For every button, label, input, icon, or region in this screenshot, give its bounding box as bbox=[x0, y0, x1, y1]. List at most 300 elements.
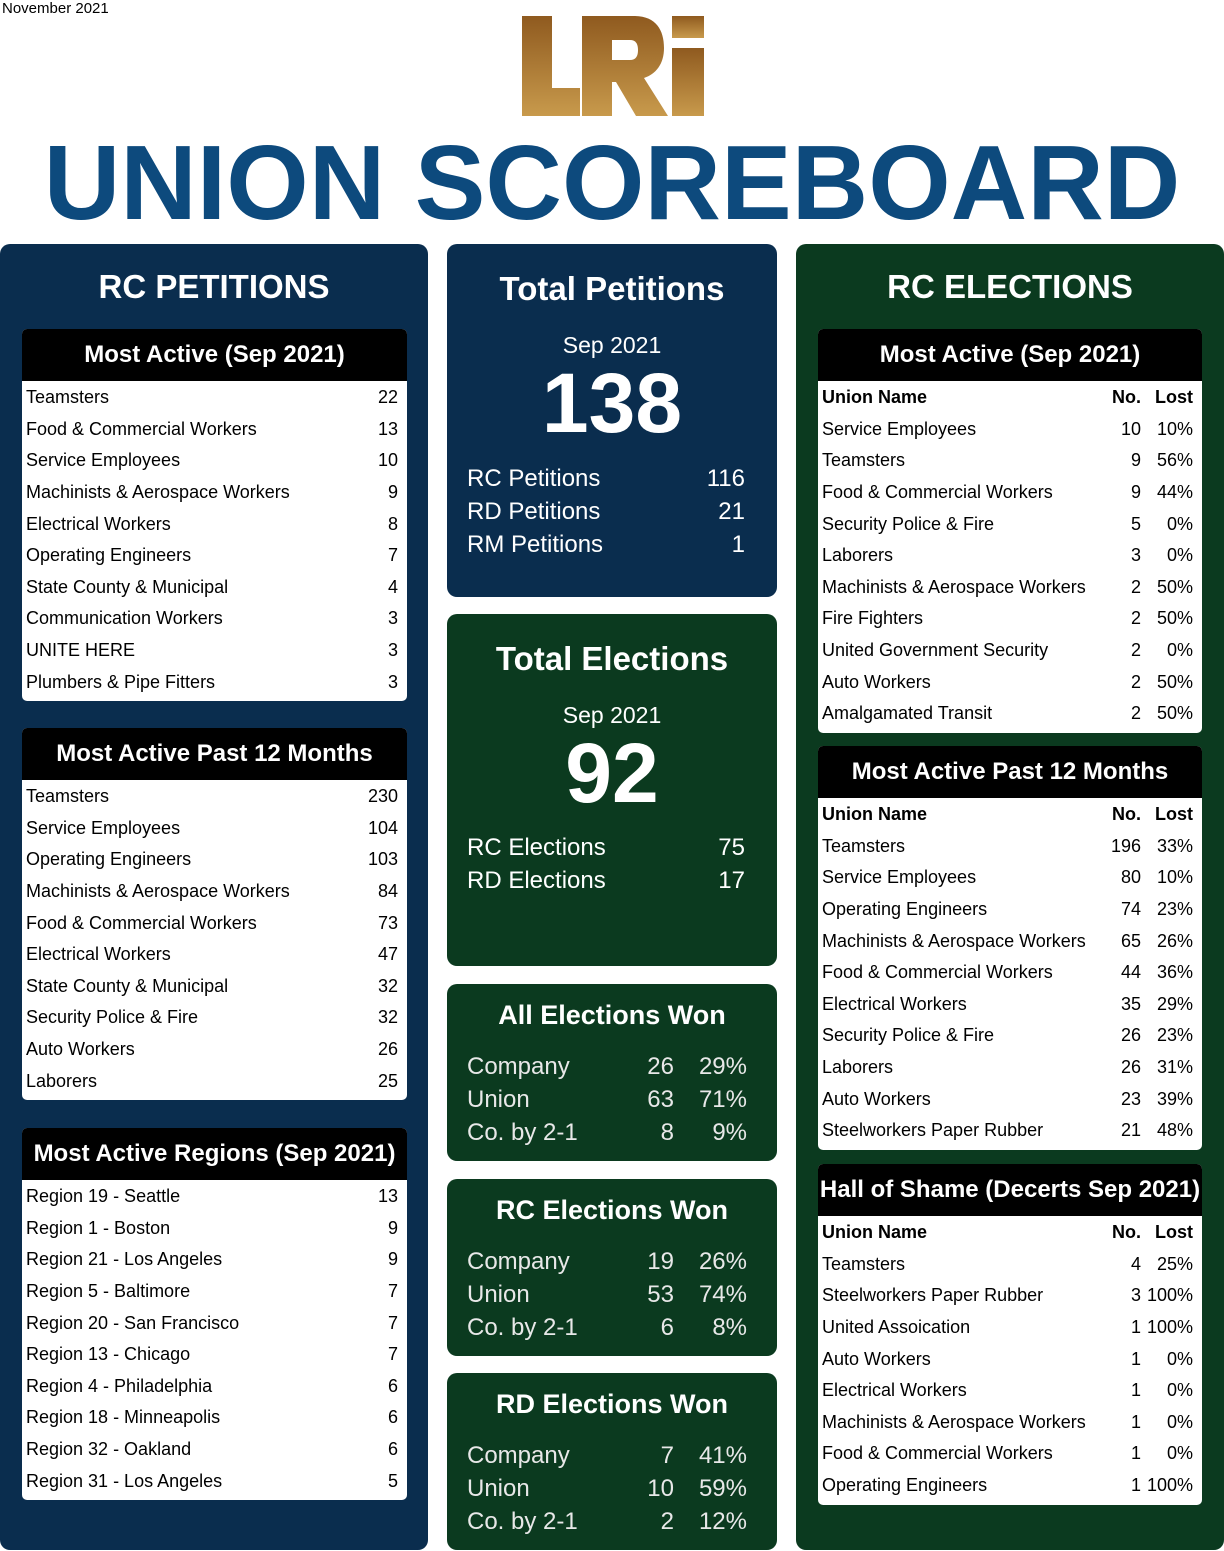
table-row bbox=[818, 1343, 1202, 1375]
table-row bbox=[818, 1438, 1202, 1470]
row-name: Auto Workers bbox=[26, 1039, 135, 1060]
won-percent: 71% bbox=[698, 1085, 747, 1113]
won-row bbox=[467, 1439, 747, 1472]
petitions-regions-table bbox=[22, 1128, 407, 1500]
table-row bbox=[22, 781, 407, 813]
table-row bbox=[818, 1083, 1202, 1115]
row-lost: 100% bbox=[1146, 1475, 1193, 1496]
won-row bbox=[467, 1278, 747, 1311]
table-row bbox=[22, 1034, 407, 1066]
election-type-label: RD Elections bbox=[467, 866, 606, 894]
won-count: 7 bbox=[660, 1441, 674, 1469]
row-name: Teamsters bbox=[822, 1253, 906, 1274]
election-type-value: 17 bbox=[718, 866, 745, 894]
won-label: Company bbox=[467, 1247, 570, 1275]
table-row bbox=[22, 572, 407, 604]
row-no: 44 bbox=[1120, 962, 1141, 983]
row-name: Region 13 - Chicago bbox=[26, 1344, 191, 1365]
table-header-row bbox=[818, 382, 1202, 414]
row-value: 104 bbox=[367, 817, 398, 838]
table-row bbox=[818, 894, 1202, 926]
rc-petitions-title: RC PETITIONS bbox=[98, 268, 330, 305]
row-lost: 0% bbox=[1166, 1348, 1193, 1369]
row-value: 6 bbox=[387, 1439, 398, 1460]
table-body bbox=[818, 798, 1202, 1147]
row-no: 2 bbox=[1130, 576, 1141, 597]
election-type-value: 75 bbox=[718, 833, 745, 861]
col-lost: Lost bbox=[1155, 1222, 1193, 1243]
rc-elections-won-card bbox=[447, 1179, 777, 1356]
row-name: Teamsters bbox=[26, 786, 110, 807]
petition-type-label: RM Petitions bbox=[467, 530, 604, 558]
petition-type-value: 116 bbox=[706, 464, 745, 492]
row-name: Operating Engineers bbox=[26, 545, 192, 566]
total-elections-card bbox=[447, 614, 777, 966]
row-name: Electrical Workers bbox=[822, 993, 967, 1014]
table-row bbox=[818, 572, 1202, 604]
row-no: 1 bbox=[1130, 1380, 1141, 1401]
table-row bbox=[22, 1402, 407, 1434]
row-name: Service Employees bbox=[26, 450, 181, 471]
row-no: 1 bbox=[1130, 1317, 1141, 1338]
row-name: Machinists & Aerospace Workers bbox=[26, 881, 290, 902]
row-name: Teamsters bbox=[822, 450, 906, 471]
election-type-row bbox=[467, 864, 745, 897]
row-name: Teamsters bbox=[822, 835, 906, 856]
row-no: 26 bbox=[1120, 1057, 1141, 1078]
table-body bbox=[818, 1216, 1202, 1501]
row-name: Machinists & Aerospace Workers bbox=[822, 1411, 1086, 1432]
table-row bbox=[22, 1307, 407, 1339]
row-value: 103 bbox=[367, 849, 398, 870]
row-name: Machinists & Aerospace Workers bbox=[26, 482, 290, 503]
elections-most-active-table bbox=[818, 329, 1202, 733]
table-title: Hall of Shame (Decerts Sep 2021) bbox=[818, 1164, 1202, 1216]
table-row bbox=[818, 925, 1202, 957]
row-name: Amalgamated Transit bbox=[822, 703, 993, 724]
row-lost: 10% bbox=[1156, 867, 1193, 888]
table-body bbox=[818, 381, 1202, 730]
table-row bbox=[818, 1407, 1202, 1439]
row-lost: 0% bbox=[1166, 1380, 1193, 1401]
election-type-row bbox=[467, 831, 745, 864]
col-union-name: Union Name bbox=[822, 387, 928, 408]
col-union-name: Union Name bbox=[822, 804, 928, 825]
row-value: 4 bbox=[387, 576, 398, 597]
row-lost: 23% bbox=[1156, 899, 1193, 920]
row-lost: 0% bbox=[1166, 545, 1193, 566]
table-row bbox=[22, 939, 407, 971]
row-name: Electrical Workers bbox=[822, 1380, 967, 1401]
row-value: 32 bbox=[377, 1007, 398, 1028]
table-row bbox=[22, 666, 407, 698]
table-row bbox=[818, 635, 1202, 667]
row-no: 35 bbox=[1120, 993, 1141, 1014]
won-label: Company bbox=[467, 1441, 570, 1469]
row-value: 3 bbox=[387, 671, 398, 692]
row-name: United Assoication bbox=[822, 1317, 971, 1338]
won-percent: 59% bbox=[698, 1474, 747, 1502]
lri-logo bbox=[522, 16, 704, 116]
row-name: Laborers bbox=[26, 1070, 98, 1091]
row-value: 47 bbox=[377, 944, 398, 965]
table-row bbox=[22, 603, 407, 635]
total-petitions-card bbox=[447, 244, 777, 597]
won-count: 26 bbox=[647, 1052, 674, 1080]
table-row bbox=[818, 414, 1202, 446]
row-value: 9 bbox=[387, 1249, 398, 1270]
row-lost: 23% bbox=[1156, 1025, 1193, 1046]
won-card-title: All Elections Won bbox=[498, 1000, 726, 1030]
table-title: Most Active (Sep 2021) bbox=[22, 329, 407, 381]
col-union-name: Union Name bbox=[822, 1222, 928, 1243]
row-name: Service Employees bbox=[822, 867, 977, 888]
row-value: 32 bbox=[377, 975, 398, 996]
won-label: Co. by 2-1 bbox=[467, 1313, 578, 1341]
row-no: 9 bbox=[1130, 450, 1141, 471]
row-no: 10 bbox=[1120, 418, 1141, 439]
row-lost: 29% bbox=[1156, 993, 1193, 1014]
won-row bbox=[467, 1116, 747, 1149]
table-row bbox=[818, 957, 1202, 989]
row-value: 10 bbox=[377, 450, 398, 471]
table-row bbox=[22, 540, 407, 572]
rc-petitions-panel bbox=[0, 244, 428, 1550]
row-name: Food & Commercial Workers bbox=[26, 418, 257, 439]
elections-past-12-table bbox=[818, 746, 1202, 1150]
petition-type-row bbox=[467, 528, 745, 561]
won-count: 10 bbox=[647, 1474, 674, 1502]
won-count: 19 bbox=[647, 1247, 674, 1275]
petition-type-value: 1 bbox=[731, 530, 745, 558]
row-name: Service Employees bbox=[26, 817, 181, 838]
election-type-label: RC Elections bbox=[467, 833, 606, 861]
row-name: Region 1 - Boston bbox=[26, 1217, 171, 1238]
table-row bbox=[22, 1244, 407, 1276]
row-name: Operating Engineers bbox=[822, 1475, 988, 1496]
table-title: Most Active Regions (Sep 2021) bbox=[22, 1128, 407, 1180]
hall-of-shame-table bbox=[818, 1164, 1202, 1505]
won-card-title: RC Elections Won bbox=[495, 1195, 729, 1225]
row-name: Food & Commercial Workers bbox=[822, 482, 1053, 503]
row-lost: 33% bbox=[1156, 835, 1193, 856]
row-value: 7 bbox=[387, 545, 398, 566]
row-lost: 50% bbox=[1156, 608, 1193, 629]
won-row bbox=[467, 1050, 747, 1083]
row-name: Auto Workers bbox=[822, 671, 931, 692]
total-elections-title: Total Elections bbox=[495, 640, 729, 677]
won-percent: 12% bbox=[698, 1507, 747, 1535]
row-name: Electrical Workers bbox=[26, 513, 171, 534]
row-lost: 100% bbox=[1146, 1317, 1193, 1338]
row-lost: 39% bbox=[1156, 1088, 1193, 1109]
won-count: 63 bbox=[647, 1085, 674, 1113]
total-petitions-period: Sep 2021 bbox=[562, 332, 662, 358]
row-lost: 44% bbox=[1156, 482, 1193, 503]
row-value: 22 bbox=[377, 387, 398, 408]
row-name: Service Employees bbox=[822, 418, 977, 439]
petition-type-row bbox=[467, 495, 745, 528]
table-row bbox=[818, 1115, 1202, 1147]
row-value: 9 bbox=[387, 1217, 398, 1238]
petition-type-row bbox=[467, 462, 745, 495]
col-lost: Lost bbox=[1155, 804, 1193, 825]
row-name: Communication Workers bbox=[26, 608, 223, 629]
won-percent: 26% bbox=[698, 1247, 747, 1275]
row-name: Region 20 - San Francisco bbox=[26, 1312, 240, 1333]
row-name: Machinists & Aerospace Workers bbox=[822, 576, 1086, 597]
row-value: 7 bbox=[387, 1312, 398, 1333]
total-petitions-title: Total Petitions bbox=[499, 270, 725, 307]
row-no: 1 bbox=[1130, 1443, 1141, 1464]
table-body bbox=[22, 1180, 407, 1497]
row-lost: 50% bbox=[1156, 671, 1193, 692]
row-name: State County & Municipal bbox=[26, 975, 229, 996]
won-label: Co. by 2-1 bbox=[467, 1118, 578, 1146]
row-name: Plumbers & Pipe Fitters bbox=[26, 671, 216, 692]
row-value: 6 bbox=[387, 1407, 398, 1428]
row-name: Auto Workers bbox=[822, 1088, 931, 1109]
table-row bbox=[22, 1371, 407, 1403]
row-value: 13 bbox=[377, 1186, 398, 1207]
won-label: Company bbox=[467, 1052, 570, 1080]
table-title: Most Active Past 12 Months bbox=[818, 746, 1202, 798]
row-lost: 0% bbox=[1166, 1411, 1193, 1432]
table-row bbox=[818, 603, 1202, 635]
table-row bbox=[22, 635, 407, 667]
row-no: 21 bbox=[1120, 1120, 1141, 1141]
total-petitions-count: 138 bbox=[541, 356, 683, 450]
row-no: 2 bbox=[1130, 640, 1141, 661]
table-row bbox=[22, 1002, 407, 1034]
table-row bbox=[818, 666, 1202, 698]
won-label: Union bbox=[467, 1280, 530, 1308]
won-percent: 74% bbox=[698, 1280, 747, 1308]
won-percent: 41% bbox=[698, 1441, 747, 1469]
table-row bbox=[22, 1276, 407, 1308]
won-label: Union bbox=[467, 1474, 530, 1502]
won-card-title: RD Elections Won bbox=[495, 1389, 729, 1419]
row-value: 7 bbox=[387, 1281, 398, 1302]
table-row bbox=[818, 1375, 1202, 1407]
row-value: 13 bbox=[377, 418, 398, 439]
row-name: Region 4 - Philadelphia bbox=[26, 1375, 213, 1396]
row-name: Region 31 - Los Angeles bbox=[26, 1470, 223, 1491]
page-title: UNION SCOREBOARD bbox=[43, 124, 1181, 242]
table-row bbox=[22, 477, 407, 509]
row-name: Security Police & Fire bbox=[822, 1025, 995, 1046]
col-no: No. bbox=[1112, 1222, 1141, 1243]
table-row bbox=[22, 1181, 407, 1213]
row-no: 80 bbox=[1120, 867, 1141, 888]
table-row bbox=[818, 1470, 1202, 1502]
petitions-most-active-table bbox=[22, 329, 407, 701]
won-label: Co. by 2-1 bbox=[467, 1507, 578, 1535]
row-name: Food & Commercial Workers bbox=[26, 912, 257, 933]
won-row bbox=[467, 1505, 747, 1538]
table-row bbox=[22, 508, 407, 540]
table-row bbox=[818, 445, 1202, 477]
col-no: No. bbox=[1112, 387, 1141, 408]
row-value: 26 bbox=[377, 1039, 398, 1060]
row-value: 7 bbox=[387, 1344, 398, 1365]
row-no: 5 bbox=[1130, 513, 1141, 534]
row-no: 74 bbox=[1120, 899, 1141, 920]
total-elections-count: 92 bbox=[565, 726, 659, 820]
row-name: Fire Fighters bbox=[822, 608, 924, 629]
row-name: Region 21 - Los Angeles bbox=[26, 1249, 223, 1270]
row-no: 2 bbox=[1130, 671, 1141, 692]
table-body bbox=[22, 381, 407, 698]
petition-type-value: 21 bbox=[718, 497, 745, 525]
won-percent: 8% bbox=[712, 1313, 747, 1341]
table-row bbox=[818, 477, 1202, 509]
row-no: 1 bbox=[1130, 1411, 1141, 1432]
row-name: Machinists & Aerospace Workers bbox=[822, 930, 1086, 951]
row-value: 73 bbox=[377, 912, 398, 933]
table-row bbox=[22, 971, 407, 1003]
row-lost: 0% bbox=[1166, 640, 1193, 661]
rc-elections-panel bbox=[796, 244, 1224, 1550]
won-count: 53 bbox=[647, 1280, 674, 1308]
row-lost: 100% bbox=[1146, 1285, 1193, 1306]
row-no: 4 bbox=[1130, 1253, 1141, 1274]
table-title: Most Active Past 12 Months bbox=[22, 728, 407, 780]
table-row bbox=[818, 989, 1202, 1021]
table-row bbox=[22, 1434, 407, 1466]
row-no: 196 bbox=[1110, 835, 1141, 856]
row-value: 3 bbox=[387, 640, 398, 661]
row-name: Steelworkers Paper Rubber bbox=[822, 1285, 1044, 1306]
table-row bbox=[22, 382, 407, 414]
row-no: 1 bbox=[1130, 1348, 1141, 1369]
table-row bbox=[818, 1020, 1202, 1052]
table-body bbox=[22, 780, 407, 1097]
row-name: Laborers bbox=[822, 545, 894, 566]
table-row bbox=[818, 698, 1202, 730]
row-lost: 10% bbox=[1156, 418, 1193, 439]
table-row bbox=[22, 907, 407, 939]
row-name: Operating Engineers bbox=[26, 849, 192, 870]
row-no: 65 bbox=[1120, 930, 1141, 951]
row-value: 9 bbox=[387, 482, 398, 503]
row-lost: 48% bbox=[1156, 1120, 1193, 1141]
row-value: 230 bbox=[367, 786, 398, 807]
row-name: Region 18 - Minneapolis bbox=[26, 1407, 221, 1428]
row-value: 25 bbox=[377, 1070, 398, 1091]
won-count: 2 bbox=[660, 1507, 674, 1535]
table-row bbox=[22, 414, 407, 446]
row-name: State County & Municipal bbox=[26, 576, 229, 597]
row-lost: 36% bbox=[1156, 962, 1193, 983]
petitions-past-12-table bbox=[22, 728, 407, 1100]
won-count: 6 bbox=[660, 1313, 674, 1341]
table-row bbox=[818, 540, 1202, 572]
row-lost: 25% bbox=[1156, 1253, 1193, 1274]
table-row bbox=[22, 1465, 407, 1497]
row-no: 23 bbox=[1120, 1088, 1141, 1109]
table-header-row bbox=[818, 1217, 1202, 1249]
row-lost: 50% bbox=[1156, 703, 1193, 724]
table-row bbox=[818, 1249, 1202, 1281]
row-name: Food & Commercial Workers bbox=[822, 1443, 1053, 1464]
table-row bbox=[818, 508, 1202, 540]
row-lost: 50% bbox=[1156, 576, 1193, 597]
row-name: Region 19 - Seattle bbox=[26, 1186, 181, 1207]
table-row bbox=[22, 813, 407, 845]
row-name: United Government Security bbox=[822, 640, 1049, 661]
col-no: No. bbox=[1112, 804, 1141, 825]
row-name: Teamsters bbox=[26, 387, 110, 408]
petition-type-label: RC Petitions bbox=[467, 464, 601, 492]
row-name: Steelworkers Paper Rubber bbox=[822, 1120, 1044, 1141]
table-row bbox=[22, 1065, 407, 1097]
won-row bbox=[467, 1472, 747, 1505]
row-no: 2 bbox=[1130, 608, 1141, 629]
rd-elections-won-card bbox=[447, 1373, 777, 1550]
row-no: 3 bbox=[1130, 545, 1141, 566]
row-no: 3 bbox=[1130, 1285, 1141, 1306]
won-row bbox=[467, 1083, 747, 1116]
table-row bbox=[22, 445, 407, 477]
petition-type-label: RD Petitions bbox=[467, 497, 601, 525]
row-lost: 0% bbox=[1166, 513, 1193, 534]
row-name: Region 32 - Oakland bbox=[26, 1439, 192, 1460]
row-name: Security Police & Fire bbox=[26, 1007, 199, 1028]
row-name: Operating Engineers bbox=[822, 899, 988, 920]
row-lost: 26% bbox=[1156, 930, 1193, 951]
col-lost: Lost bbox=[1155, 387, 1193, 408]
won-count: 8 bbox=[660, 1118, 674, 1146]
table-header-row bbox=[818, 799, 1202, 831]
table-row bbox=[22, 1213, 407, 1245]
total-elections-period: Sep 2021 bbox=[562, 702, 662, 728]
won-percent: 29% bbox=[698, 1052, 747, 1080]
won-percent: 9% bbox=[712, 1118, 747, 1146]
table-title: Most Active (Sep 2021) bbox=[818, 329, 1202, 381]
table-row bbox=[22, 1339, 407, 1371]
table-row bbox=[22, 844, 407, 876]
row-value: 5 bbox=[387, 1470, 398, 1491]
row-value: 8 bbox=[387, 513, 398, 534]
row-no: 26 bbox=[1120, 1025, 1141, 1046]
rc-elections-title: RC ELECTIONS bbox=[887, 268, 1133, 305]
row-name: Security Police & Fire bbox=[822, 513, 995, 534]
won-label: Union bbox=[467, 1085, 530, 1113]
table-row bbox=[818, 1312, 1202, 1344]
row-name: Food & Commercial Workers bbox=[822, 962, 1053, 983]
row-name: Electrical Workers bbox=[26, 944, 171, 965]
row-lost: 0% bbox=[1166, 1443, 1193, 1464]
table-row bbox=[818, 862, 1202, 894]
row-no: 1 bbox=[1130, 1475, 1141, 1496]
row-value: 3 bbox=[387, 608, 398, 629]
table-row bbox=[818, 831, 1202, 863]
table-row bbox=[22, 876, 407, 908]
row-name: Region 5 - Baltimore bbox=[26, 1281, 191, 1302]
row-lost: 31% bbox=[1156, 1057, 1193, 1078]
row-name: Auto Workers bbox=[822, 1348, 931, 1369]
report-date: November 2021 bbox=[2, 0, 109, 17]
row-name: UNITE HERE bbox=[26, 640, 136, 661]
row-lost: 56% bbox=[1156, 450, 1193, 471]
row-no: 9 bbox=[1130, 482, 1141, 503]
row-value: 84 bbox=[377, 881, 398, 902]
won-row bbox=[467, 1245, 747, 1278]
row-value: 6 bbox=[387, 1375, 398, 1396]
all-elections-won-card bbox=[447, 984, 777, 1161]
row-name: Laborers bbox=[822, 1057, 894, 1078]
